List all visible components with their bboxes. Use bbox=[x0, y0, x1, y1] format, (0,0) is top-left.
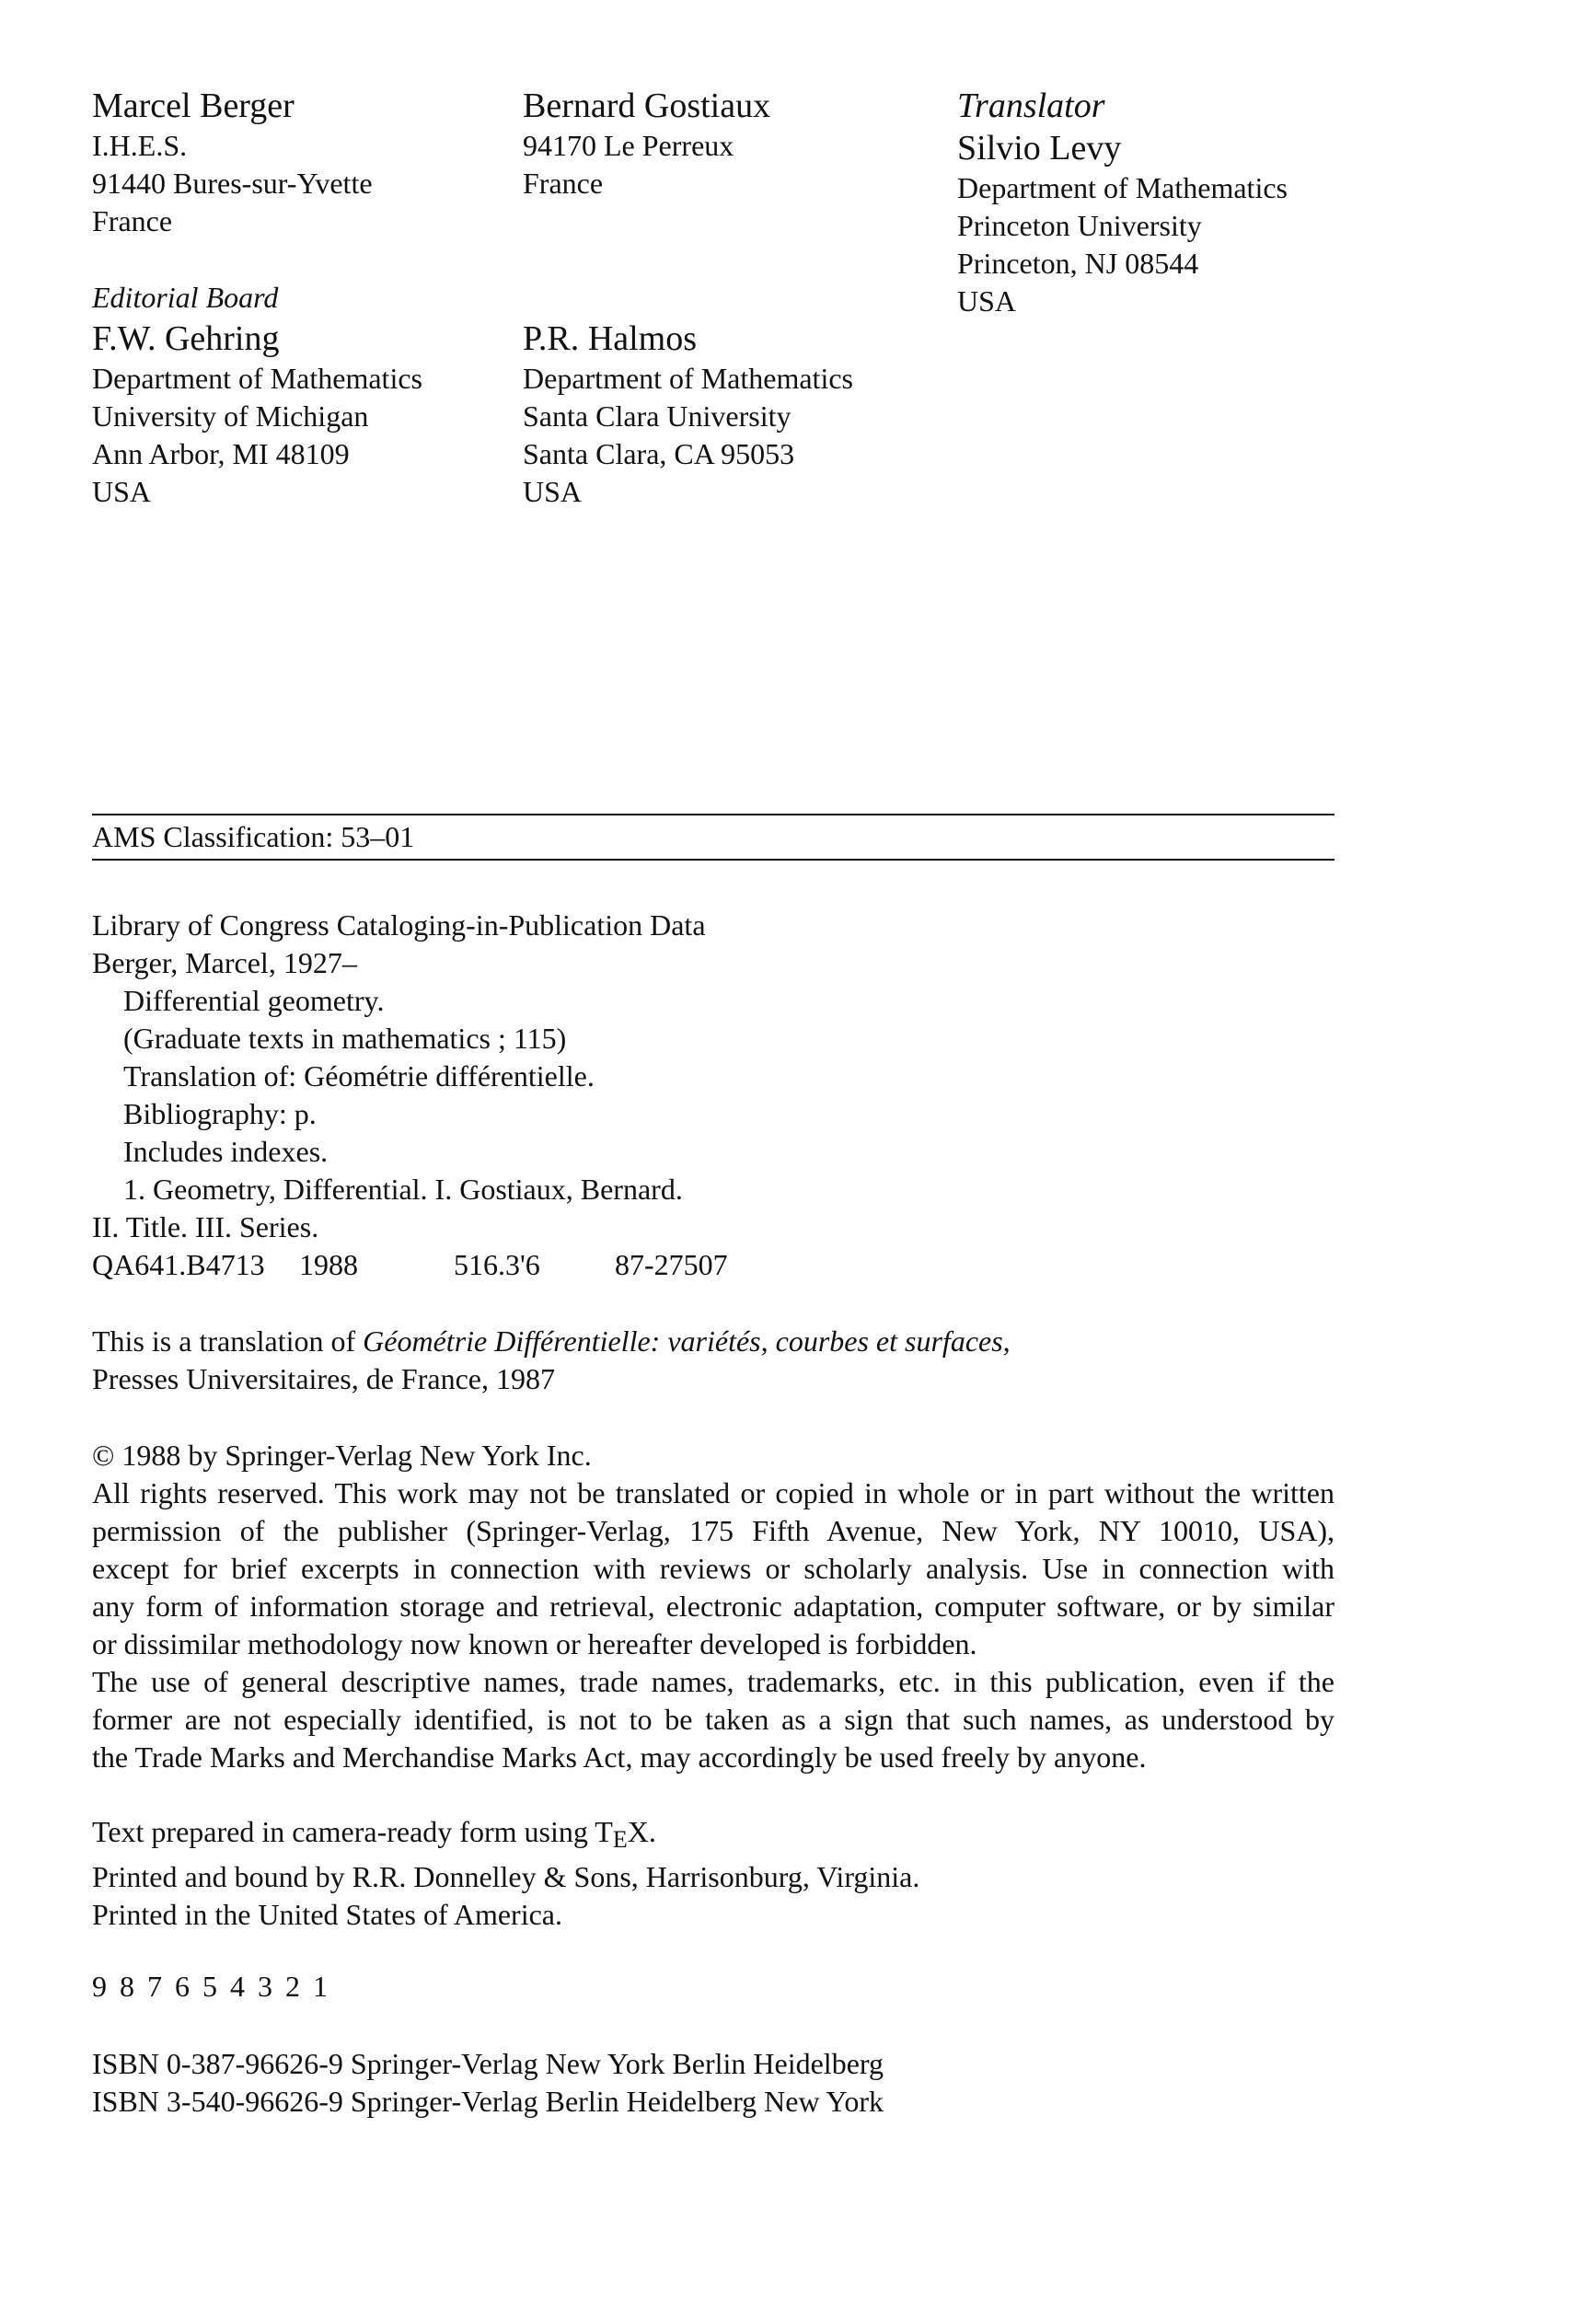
translation-note bbox=[92, 1323, 1011, 1398]
address-line: USA bbox=[523, 475, 583, 508]
address-line: USA bbox=[92, 475, 152, 508]
cip-header: Library of Congress Cataloging-in-Publication Data bbox=[92, 908, 706, 942]
editorial-board-heading: Editorial Board bbox=[92, 281, 279, 314]
translation-note-line bbox=[92, 1323, 1011, 1360]
editor-name: P.R. Halmos bbox=[523, 319, 697, 358]
author-name: Marcel Berger bbox=[92, 87, 295, 125]
cip-dewey: 516.3'6 bbox=[454, 1248, 540, 1281]
translation-prefix: This is a translation of bbox=[92, 1324, 356, 1358]
rights-line: All rights reserved. This work may not be translated or copied in whole or in part without the written bbox=[92, 1476, 1335, 1509]
address-line: Santa Clara University bbox=[523, 399, 792, 433]
address-line: Santa Clara, CA 95053 bbox=[523, 437, 795, 470]
address-line: Ann Arbor, MI 48109 bbox=[92, 437, 350, 470]
address-line: USA bbox=[957, 284, 1017, 318]
rights-line: permission of the publisher (Springer-Verlag, 175 Fifth Avenue, New York, NY 10010, USA), bbox=[92, 1514, 1335, 1547]
names-line: former are not especially identified, is not to be taken as a sign that such names, as understood by bbox=[92, 1703, 1335, 1736]
production-block bbox=[92, 1813, 919, 1934]
editor-name: F.W. Gehring bbox=[92, 319, 280, 358]
cip-entry: Differential geometry. bbox=[123, 984, 385, 1017]
cip-year: 1988 bbox=[299, 1248, 358, 1281]
isbn-line: ISBN 0-387-96626-9 Springer-Verlag New York Berlin Heidelberg bbox=[92, 2047, 884, 2080]
cip-block bbox=[92, 907, 728, 1284]
copyright-line: © 1988 by Springer-Verlag New York Inc. bbox=[92, 1439, 592, 1472]
cip-author: Berger, Marcel, 1927– bbox=[92, 946, 357, 979]
cip-entry: (Graduate texts in mathematics ; 115) bbox=[123, 1022, 567, 1055]
tex-suffix: . bbox=[648, 1815, 656, 1848]
bottom-rule bbox=[92, 859, 1335, 861]
ams-classification: AMS Classification: 53–01 bbox=[92, 820, 415, 853]
rights-line: or dissimilar methodology now known or hereafter developed is forbidden. bbox=[92, 1627, 977, 1660]
copyright-block bbox=[92, 1437, 1335, 1776]
address-line: 91440 Bures-sur-Yvette bbox=[92, 167, 373, 200]
cip-call-line bbox=[92, 1246, 728, 1284]
cip-entry: 1. Geometry, Differential. I. Gostiaux, Bernard. bbox=[123, 1173, 683, 1206]
printing-line: 9 8 7 6 5 4 3 2 1 bbox=[92, 1970, 328, 2003]
cip-entry: Bibliography: p. bbox=[123, 1097, 317, 1130]
editor-block-gehring bbox=[92, 318, 422, 511]
names-line: The use of general descriptive names, trade names, trademarks, etc. in this publication, even if the bbox=[92, 1665, 1335, 1698]
address-line: Department of Mathematics bbox=[957, 171, 1288, 204]
address-line: University of Michigan bbox=[92, 399, 369, 433]
address-line: Princeton University bbox=[957, 209, 1202, 242]
editor-block-halmos bbox=[523, 318, 853, 511]
address-line: France bbox=[92, 204, 173, 237]
cip-entry: Includes indexes. bbox=[123, 1135, 329, 1168]
address-line: Department of Mathematics bbox=[92, 362, 422, 395]
address-line: I.H.E.S. bbox=[92, 129, 188, 162]
printed-in: Printed in the United States of America. bbox=[92, 1898, 562, 1931]
tex-prefix: Text prepared in camera-ready form using bbox=[92, 1815, 588, 1848]
author-block-gostiaux bbox=[523, 85, 770, 202]
cip-lccn: 87-27507 bbox=[615, 1248, 728, 1281]
address-line: Princeton, NJ 08544 bbox=[957, 247, 1199, 280]
rights-line: any form of information storage and retrieval, electronic adaptation, computer software, or by similar bbox=[92, 1590, 1335, 1623]
cip-call-number: QA641.B4713 bbox=[92, 1248, 265, 1281]
address-line: Department of Mathematics bbox=[523, 362, 853, 395]
original-title: Géométrie Différentielle: variétés, courbes et surfaces, bbox=[363, 1324, 1011, 1358]
cip-series: II. Title. III. Series. bbox=[92, 1210, 319, 1243]
author-block-berger bbox=[92, 85, 373, 240]
author-name: Bernard Gostiaux bbox=[523, 87, 771, 125]
isbn-line: ISBN 3-540-96626-9 Springer-Verlag Berlin Heidelberg New York bbox=[92, 2085, 884, 2118]
translator-block bbox=[957, 85, 1288, 320]
top-rule bbox=[92, 814, 1335, 815]
address-line: France bbox=[523, 167, 604, 200]
original-publisher: Presses Universitaires, de France, 1987 bbox=[92, 1362, 555, 1395]
cip-entry: Translation of: Géométrie différentielle. bbox=[123, 1059, 595, 1093]
isbn-block bbox=[92, 2045, 884, 2121]
tex-logo: $T_EX$ bbox=[595, 1815, 649, 1853]
translator-name: Silvio Levy bbox=[957, 129, 1122, 168]
tex-line bbox=[92, 1813, 919, 1858]
translator-role: Translator bbox=[957, 87, 1105, 125]
address-line: 94170 Le Perreux bbox=[523, 129, 734, 162]
printed-by: Printed and bound by R.R. Donnelley & Sons, Harrisonburg, Virginia. bbox=[92, 1860, 920, 1893]
names-line: the Trade Marks and Merchandise Marks Act, may accordingly be used freely by anyone. bbox=[92, 1740, 1147, 1774]
rights-line: except for brief excerpts in connection with reviews or scholarly analysis. Use in connection with bbox=[92, 1552, 1335, 1585]
